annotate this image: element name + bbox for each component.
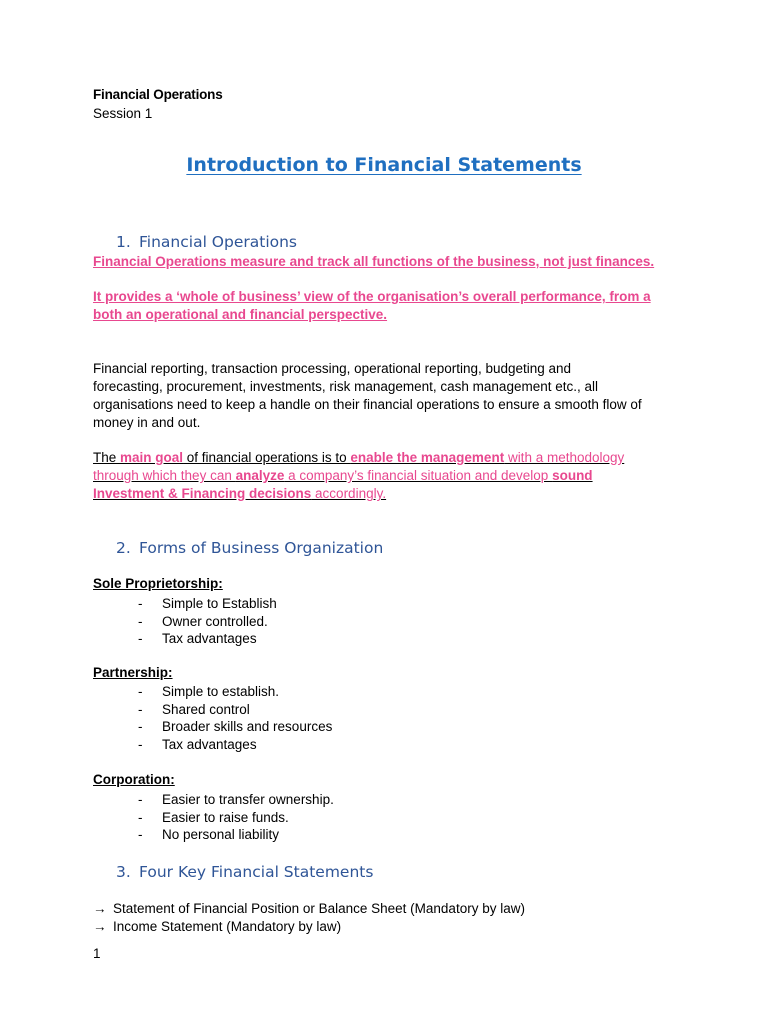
list-item-text: Income Statement (Mandatory by law) bbox=[113, 919, 342, 934]
header-title: Financial Operations bbox=[93, 87, 223, 102]
bullet: - bbox=[138, 809, 143, 825]
arrow-icon: → bbox=[93, 901, 107, 916]
section-number: 2. bbox=[116, 539, 131, 557]
document-title: Introduction to Financial Statements bbox=[186, 154, 582, 176]
section-heading-text: Forms of Business Organization bbox=[139, 539, 384, 557]
partnership-label: Partnership: bbox=[93, 665, 173, 680]
bullet: - bbox=[138, 596, 143, 611]
paragraph-line: money in and out. bbox=[93, 415, 201, 430]
goal-line-1 bbox=[93, 449, 693, 467]
bullet: - bbox=[138, 613, 143, 629]
sole-proprietorship-list bbox=[138, 595, 277, 648]
goal-emphasis: enable the management bbox=[350, 450, 505, 465]
goal-text: The bbox=[93, 450, 121, 465]
list-item-text: Easier to transfer ownership. bbox=[162, 792, 334, 807]
corporation-list bbox=[138, 791, 334, 844]
sole-proprietorship-label: Sole Proprietorship: bbox=[93, 576, 223, 591]
list-item bbox=[138, 613, 277, 631]
bullet: - bbox=[138, 737, 143, 753]
list-item bbox=[138, 809, 334, 827]
goal-line-2 bbox=[93, 467, 693, 485]
list-item bbox=[138, 701, 332, 719]
highlight-line: It provides a ‘whole of business’ view of the organisation’s overall performance, from a bbox=[93, 289, 651, 304]
list-item-text: Easier to raise funds. bbox=[162, 809, 289, 825]
bullet: - bbox=[138, 719, 143, 735]
section-number: 1. bbox=[116, 233, 131, 251]
list-item-text: Owner controlled. bbox=[162, 613, 268, 629]
paragraph-line: organisations need to keep a handle on their financial operations to ensure a smooth flow of bbox=[93, 397, 642, 412]
goal-text-pink: through which they can bbox=[93, 468, 236, 483]
list-item-text: Shared control bbox=[162, 701, 250, 717]
goal-text-pink: a company’s financial situation and develop bbox=[284, 468, 553, 483]
section-heading-2 bbox=[116, 539, 383, 557]
financial-statements-list bbox=[93, 900, 525, 936]
bullet: - bbox=[138, 827, 143, 843]
bullet: - bbox=[138, 684, 143, 699]
list-item-text: Tax advantages bbox=[162, 737, 257, 753]
goal-emphasis: main goal bbox=[120, 450, 184, 465]
arrow-icon: → bbox=[93, 919, 107, 934]
paragraph-line: Financial reporting, transaction processing, operational reporting, budgeting and bbox=[93, 361, 572, 376]
corporation-label: Corporation: bbox=[93, 772, 175, 787]
header-session: Session 1 bbox=[93, 106, 153, 121]
highlight-statement-1: Financial Operations measure and track all functions of the business, not just finances. bbox=[93, 254, 655, 269]
section-heading-text: Financial Operations bbox=[139, 233, 298, 251]
list-item-text: Statement of Financial Position or Balance Sheet (Mandatory by law) bbox=[113, 901, 525, 916]
section-heading-text: Four Key Financial Statements bbox=[139, 863, 374, 881]
goal-emphasis: sound bbox=[552, 468, 593, 483]
goal-line-3 bbox=[93, 485, 693, 503]
goal-emphasis: analyze bbox=[235, 468, 285, 483]
list-item bbox=[138, 683, 332, 701]
goal-text-pink: with a methodology bbox=[504, 450, 625, 465]
goal-text-pink: accordingly. bbox=[311, 486, 387, 501]
goal-text: of financial operations is to bbox=[183, 450, 351, 465]
goal-emphasis: Investment & Financing decisions bbox=[93, 486, 312, 501]
bullet: - bbox=[138, 792, 143, 807]
bullet: - bbox=[138, 631, 143, 647]
list-item bbox=[138, 718, 332, 736]
body-paragraph bbox=[93, 360, 693, 432]
list-item bbox=[93, 900, 525, 918]
list-item bbox=[93, 918, 525, 936]
list-item-text: Simple to Establish bbox=[162, 596, 277, 611]
page-number: 1 bbox=[93, 946, 101, 961]
section-heading-3 bbox=[116, 863, 373, 881]
bullet: - bbox=[138, 701, 143, 717]
list-item-text: No personal liability bbox=[162, 827, 280, 843]
highlight-line: both an operational and financial perspective. bbox=[93, 307, 388, 322]
list-item bbox=[138, 791, 334, 809]
list-item-text: Simple to establish. bbox=[162, 684, 280, 699]
list-item bbox=[138, 826, 334, 844]
list-item bbox=[138, 630, 277, 648]
highlight-statement-2 bbox=[93, 288, 693, 324]
list-item-text: Tax advantages bbox=[162, 631, 257, 647]
paragraph-line: forecasting, procurement, investments, risk management, cash management etc., all bbox=[93, 379, 598, 394]
main-goal-paragraph bbox=[93, 449, 693, 503]
list-item bbox=[138, 595, 277, 613]
list-item-text: Broader skills and resources bbox=[162, 719, 333, 735]
partnership-list bbox=[138, 683, 332, 754]
section-number: 3. bbox=[116, 863, 131, 881]
section-heading-1 bbox=[116, 233, 297, 251]
list-item bbox=[138, 736, 332, 754]
